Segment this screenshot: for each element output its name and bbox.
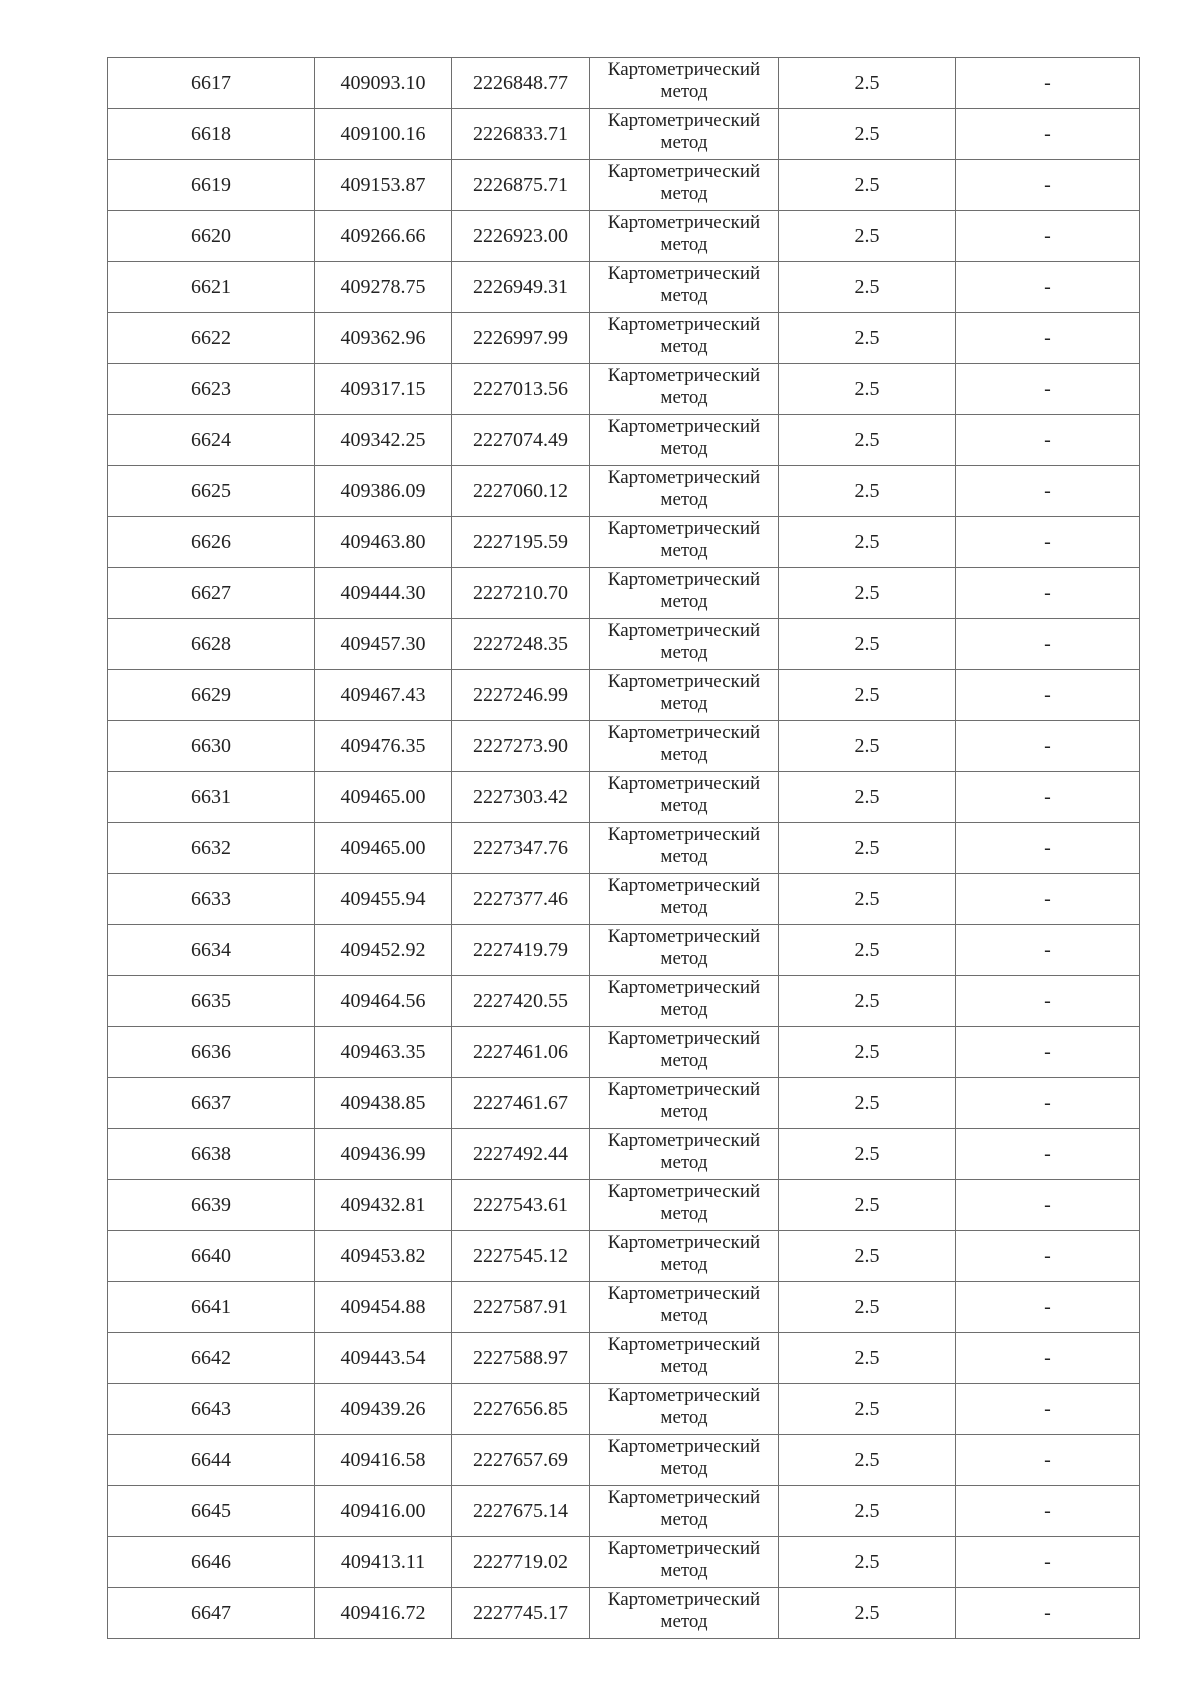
- table-row: [108, 1231, 1140, 1282]
- x-coordinate-cell: 409443.54: [315, 1333, 452, 1384]
- y-coordinate-cell: 2227492.44: [452, 1129, 590, 1180]
- y-coordinate-cell: 2227543.61: [452, 1180, 590, 1231]
- x-coordinate-cell: 409464.56: [315, 976, 452, 1027]
- table-row: [108, 1537, 1140, 1588]
- accuracy-cell: 2.5: [779, 58, 956, 109]
- point-number-cell: 6641: [108, 1282, 315, 1333]
- note-cell: -: [956, 1333, 1140, 1384]
- point-number-cell: 6619: [108, 160, 315, 211]
- accuracy-cell: 2.5: [779, 874, 956, 925]
- method-cell: Картометрический метод: [590, 568, 779, 619]
- note-cell: -: [956, 517, 1140, 568]
- accuracy-cell: 2.5: [779, 976, 956, 1027]
- note-cell: -: [956, 109, 1140, 160]
- point-number-cell: 6623: [108, 364, 315, 415]
- y-coordinate-cell: 2226923.00: [452, 211, 590, 262]
- method-cell: Картометрический метод: [590, 874, 779, 925]
- y-coordinate-cell: 2227588.97: [452, 1333, 590, 1384]
- x-coordinate-cell: 409413.11: [315, 1537, 452, 1588]
- note-cell: -: [956, 1027, 1140, 1078]
- method-cell: Картометрический метод: [590, 721, 779, 772]
- y-coordinate-cell: 2227745.17: [452, 1588, 590, 1639]
- y-coordinate-cell: 2227545.12: [452, 1231, 590, 1282]
- x-coordinate-cell: 409476.35: [315, 721, 452, 772]
- point-number-cell: 6642: [108, 1333, 315, 1384]
- method-cell: Картометрический метод: [590, 466, 779, 517]
- y-coordinate-cell: 2227246.99: [452, 670, 590, 721]
- point-number-cell: 6643: [108, 1384, 315, 1435]
- method-cell: Картометрический метод: [590, 1282, 779, 1333]
- method-cell: Картометрический метод: [590, 1588, 779, 1639]
- method-cell: Картометрический метод: [590, 925, 779, 976]
- x-coordinate-cell: 409452.92: [315, 925, 452, 976]
- y-coordinate-cell: 2227060.12: [452, 466, 590, 517]
- note-cell: -: [956, 364, 1140, 415]
- y-coordinate-cell: 2226997.99: [452, 313, 590, 364]
- accuracy-cell: 2.5: [779, 925, 956, 976]
- note-cell: -: [956, 874, 1140, 925]
- x-coordinate-cell: 409432.81: [315, 1180, 452, 1231]
- note-cell: -: [956, 262, 1140, 313]
- accuracy-cell: 2.5: [779, 1384, 956, 1435]
- accuracy-cell: 2.5: [779, 364, 956, 415]
- table-row: [108, 874, 1140, 925]
- note-cell: -: [956, 160, 1140, 211]
- x-coordinate-cell: 409100.16: [315, 109, 452, 160]
- x-coordinate-cell: 409467.43: [315, 670, 452, 721]
- accuracy-cell: 2.5: [779, 1486, 956, 1537]
- y-coordinate-cell: 2227377.46: [452, 874, 590, 925]
- method-cell: Картометрический метод: [590, 517, 779, 568]
- point-number-cell: 6620: [108, 211, 315, 262]
- point-number-cell: 6647: [108, 1588, 315, 1639]
- x-coordinate-cell: 409457.30: [315, 619, 452, 670]
- x-coordinate-cell: 409444.30: [315, 568, 452, 619]
- table-row: [108, 976, 1140, 1027]
- coordinates-table: [107, 57, 1140, 1639]
- table-row: [108, 211, 1140, 262]
- accuracy-cell: 2.5: [779, 619, 956, 670]
- point-number-cell: 6646: [108, 1537, 315, 1588]
- note-cell: -: [956, 1588, 1140, 1639]
- point-number-cell: 6621: [108, 262, 315, 313]
- x-coordinate-cell: 409453.82: [315, 1231, 452, 1282]
- x-coordinate-cell: 409455.94: [315, 874, 452, 925]
- table-row: [108, 58, 1140, 109]
- x-coordinate-cell: 409463.80: [315, 517, 452, 568]
- x-coordinate-cell: 409416.58: [315, 1435, 452, 1486]
- y-coordinate-cell: 2227719.02: [452, 1537, 590, 1588]
- method-cell: Картометрический метод: [590, 1231, 779, 1282]
- accuracy-cell: 2.5: [779, 415, 956, 466]
- accuracy-cell: 2.5: [779, 1282, 956, 1333]
- accuracy-cell: 2.5: [779, 1588, 956, 1639]
- method-cell: Картометрический метод: [590, 1486, 779, 1537]
- point-number-cell: 6625: [108, 466, 315, 517]
- method-cell: Картометрический метод: [590, 1129, 779, 1180]
- y-coordinate-cell: 2227656.85: [452, 1384, 590, 1435]
- note-cell: -: [956, 58, 1140, 109]
- method-cell: Картометрический метод: [590, 772, 779, 823]
- accuracy-cell: 2.5: [779, 1537, 956, 1588]
- accuracy-cell: 2.5: [779, 721, 956, 772]
- accuracy-cell: 2.5: [779, 1027, 956, 1078]
- point-number-cell: 6622: [108, 313, 315, 364]
- x-coordinate-cell: 409438.85: [315, 1078, 452, 1129]
- point-number-cell: 6645: [108, 1486, 315, 1537]
- note-cell: -: [956, 619, 1140, 670]
- point-number-cell: 6637: [108, 1078, 315, 1129]
- note-cell: -: [956, 1384, 1140, 1435]
- method-cell: Картометрический метод: [590, 976, 779, 1027]
- accuracy-cell: 2.5: [779, 1180, 956, 1231]
- point-number-cell: 6630: [108, 721, 315, 772]
- accuracy-cell: 2.5: [779, 670, 956, 721]
- method-cell: Картометрический метод: [590, 160, 779, 211]
- method-cell: Картометрический метод: [590, 415, 779, 466]
- x-coordinate-cell: 409362.96: [315, 313, 452, 364]
- note-cell: -: [956, 1537, 1140, 1588]
- accuracy-cell: 2.5: [779, 211, 956, 262]
- accuracy-cell: 2.5: [779, 772, 956, 823]
- table-row: [108, 313, 1140, 364]
- point-number-cell: 6636: [108, 1027, 315, 1078]
- method-cell: Картометрический метод: [590, 1435, 779, 1486]
- y-coordinate-cell: 2227195.59: [452, 517, 590, 568]
- y-coordinate-cell: 2227657.69: [452, 1435, 590, 1486]
- point-number-cell: 6640: [108, 1231, 315, 1282]
- accuracy-cell: 2.5: [779, 568, 956, 619]
- accuracy-cell: 2.5: [779, 313, 956, 364]
- accuracy-cell: 2.5: [779, 466, 956, 517]
- note-cell: -: [956, 1180, 1140, 1231]
- y-coordinate-cell: 2227013.56: [452, 364, 590, 415]
- y-coordinate-cell: 2227420.55: [452, 976, 590, 1027]
- accuracy-cell: 2.5: [779, 517, 956, 568]
- table-row: [108, 415, 1140, 466]
- note-cell: -: [956, 1435, 1140, 1486]
- y-coordinate-cell: 2227248.35: [452, 619, 590, 670]
- table-row: [108, 109, 1140, 160]
- point-number-cell: 6638: [108, 1129, 315, 1180]
- x-coordinate-cell: 409416.00: [315, 1486, 452, 1537]
- accuracy-cell: 2.5: [779, 1435, 956, 1486]
- y-coordinate-cell: 2227419.79: [452, 925, 590, 976]
- y-coordinate-cell: 2227074.49: [452, 415, 590, 466]
- note-cell: -: [956, 721, 1140, 772]
- note-cell: -: [956, 1282, 1140, 1333]
- point-number-cell: 6635: [108, 976, 315, 1027]
- method-cell: Картометрический метод: [590, 823, 779, 874]
- table-row: [108, 1435, 1140, 1486]
- table-row: [108, 619, 1140, 670]
- note-cell: -: [956, 823, 1140, 874]
- method-cell: Картометрический метод: [590, 58, 779, 109]
- note-cell: -: [956, 925, 1140, 976]
- accuracy-cell: 2.5: [779, 109, 956, 160]
- x-coordinate-cell: 409093.10: [315, 58, 452, 109]
- table-row: [108, 262, 1140, 313]
- table-row: [108, 466, 1140, 517]
- accuracy-cell: 2.5: [779, 160, 956, 211]
- x-coordinate-cell: 409463.35: [315, 1027, 452, 1078]
- point-number-cell: 6627: [108, 568, 315, 619]
- note-cell: -: [956, 670, 1140, 721]
- x-coordinate-cell: 409278.75: [315, 262, 452, 313]
- x-coordinate-cell: 409153.87: [315, 160, 452, 211]
- note-cell: -: [956, 211, 1140, 262]
- note-cell: -: [956, 976, 1140, 1027]
- point-number-cell: 6633: [108, 874, 315, 925]
- note-cell: -: [956, 1486, 1140, 1537]
- method-cell: Картометрический метод: [590, 670, 779, 721]
- point-number-cell: 6624: [108, 415, 315, 466]
- note-cell: -: [956, 415, 1140, 466]
- method-cell: Картометрический метод: [590, 211, 779, 262]
- x-coordinate-cell: 409454.88: [315, 1282, 452, 1333]
- table-row: [108, 1180, 1140, 1231]
- accuracy-cell: 2.5: [779, 1129, 956, 1180]
- point-number-cell: 6617: [108, 58, 315, 109]
- note-cell: -: [956, 1231, 1140, 1282]
- method-cell: Картометрический метод: [590, 1180, 779, 1231]
- y-coordinate-cell: 2226848.77: [452, 58, 590, 109]
- x-coordinate-cell: 409342.25: [315, 415, 452, 466]
- method-cell: Картометрический метод: [590, 619, 779, 670]
- accuracy-cell: 2.5: [779, 262, 956, 313]
- x-coordinate-cell: 409317.15: [315, 364, 452, 415]
- note-cell: -: [956, 772, 1140, 823]
- method-cell: Картометрический метод: [590, 1384, 779, 1435]
- point-number-cell: 6644: [108, 1435, 315, 1486]
- y-coordinate-cell: 2227461.67: [452, 1078, 590, 1129]
- x-coordinate-cell: 409465.00: [315, 772, 452, 823]
- method-cell: Картометрический метод: [590, 313, 779, 364]
- y-coordinate-cell: 2227675.14: [452, 1486, 590, 1537]
- point-number-cell: 6618: [108, 109, 315, 160]
- table-row: [108, 1129, 1140, 1180]
- table-row: [108, 1282, 1140, 1333]
- table-row: [108, 721, 1140, 772]
- y-coordinate-cell: 2227210.70: [452, 568, 590, 619]
- note-cell: -: [956, 1078, 1140, 1129]
- method-cell: Картометрический метод: [590, 262, 779, 313]
- accuracy-cell: 2.5: [779, 1231, 956, 1282]
- y-coordinate-cell: 2227273.90: [452, 721, 590, 772]
- note-cell: -: [956, 466, 1140, 517]
- method-cell: Картометрический метод: [590, 109, 779, 160]
- table-row: [108, 517, 1140, 568]
- point-number-cell: 6629: [108, 670, 315, 721]
- note-cell: -: [956, 313, 1140, 364]
- method-cell: Картометрический метод: [590, 1333, 779, 1384]
- y-coordinate-cell: 2226833.71: [452, 109, 590, 160]
- accuracy-cell: 2.5: [779, 823, 956, 874]
- point-number-cell: 6632: [108, 823, 315, 874]
- method-cell: Картометрический метод: [590, 1537, 779, 1588]
- table-row: [108, 1333, 1140, 1384]
- y-coordinate-cell: 2226875.71: [452, 160, 590, 211]
- x-coordinate-cell: 409386.09: [315, 466, 452, 517]
- table-row: [108, 823, 1140, 874]
- y-coordinate-cell: 2227347.76: [452, 823, 590, 874]
- y-coordinate-cell: 2227461.06: [452, 1027, 590, 1078]
- x-coordinate-cell: 409439.26: [315, 1384, 452, 1435]
- table-row: [108, 1486, 1140, 1537]
- note-cell: -: [956, 1129, 1140, 1180]
- point-number-cell: 6639: [108, 1180, 315, 1231]
- table-row: [108, 1027, 1140, 1078]
- table-row: [108, 568, 1140, 619]
- table-row: [108, 160, 1140, 211]
- method-cell: Картометрический метод: [590, 1078, 779, 1129]
- method-cell: Картометрический метод: [590, 1027, 779, 1078]
- y-coordinate-cell: 2227587.91: [452, 1282, 590, 1333]
- x-coordinate-cell: 409465.00: [315, 823, 452, 874]
- method-cell: Картометрический метод: [590, 364, 779, 415]
- note-cell: -: [956, 568, 1140, 619]
- point-number-cell: 6628: [108, 619, 315, 670]
- x-coordinate-cell: 409266.66: [315, 211, 452, 262]
- table-row: [108, 670, 1140, 721]
- y-coordinate-cell: 2227303.42: [452, 772, 590, 823]
- table-row: [108, 1588, 1140, 1639]
- table-row: [108, 772, 1140, 823]
- table-row: [108, 1078, 1140, 1129]
- x-coordinate-cell: 409436.99: [315, 1129, 452, 1180]
- y-coordinate-cell: 2226949.31: [452, 262, 590, 313]
- accuracy-cell: 2.5: [779, 1333, 956, 1384]
- x-coordinate-cell: 409416.72: [315, 1588, 452, 1639]
- accuracy-cell: 2.5: [779, 1078, 956, 1129]
- point-number-cell: 6634: [108, 925, 315, 976]
- point-number-cell: 6626: [108, 517, 315, 568]
- table-row: [108, 925, 1140, 976]
- point-number-cell: 6631: [108, 772, 315, 823]
- table-row: [108, 364, 1140, 415]
- table-row: [108, 1384, 1140, 1435]
- coordinates-table-body: [108, 58, 1140, 1639]
